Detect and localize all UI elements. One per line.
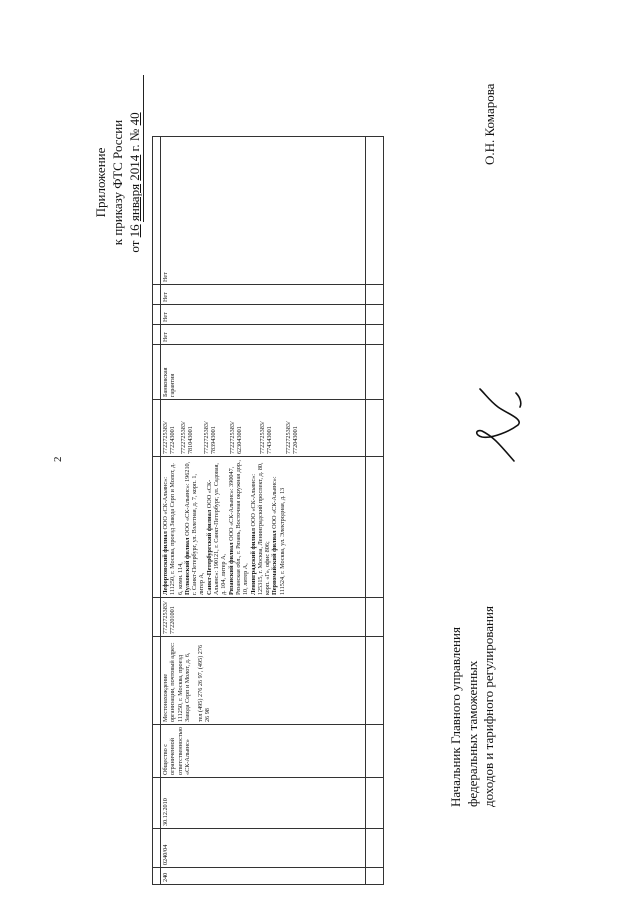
signatory-title: Начальник Главного управления федеральных таможенных доходов и тарифного регулирования [448, 606, 496, 807]
appendix-order: к приказу ФТС России [110, 119, 125, 246]
table-row-empty [366, 137, 384, 885]
branch-item: Лефортовский филиал ООО «СК-Альянс»: 111250, г. Москва, проезд Завода Серп и Молот, д. 6, комн. 114, [162, 463, 184, 596]
cell-no-1: Нет [161, 325, 366, 345]
branch-item: Первомайский филиал ООО «СК-Альянс»: 111524, г. Москва, ул. Электродная, д. 13 [271, 476, 286, 596]
appendix-number: 40 [127, 112, 142, 126]
register-table [152, 136, 384, 885]
appendix-day: 16 [127, 224, 142, 238]
appendix-underline [143, 75, 144, 222]
cell-branches [161, 457, 366, 598]
cell-guarantee: Банковская гарантия [161, 345, 366, 400]
cell-no-4: Нет [161, 137, 366, 285]
appendix-title: Приложение [93, 147, 108, 218]
cell-org-name: Общество с ограниченной ответственностью «СК-Альянс» [161, 725, 366, 778]
appendix-header [92, 80, 143, 285]
cell-inn: 7722725383/ 772201001 [161, 598, 366, 637]
page-number: 2 [52, 456, 64, 462]
cell-address: Местонахождение организации, почтовый адрес: 111250, г. Москва, проезд Завода Серп и Молот, д. 6, тел (495) 276 26 97, (495) 276 26 98 [161, 637, 366, 725]
table-row [161, 137, 366, 885]
signatory-name: О.Н. Комарова [482, 83, 497, 165]
branch-item: Рязанский филиал ООО «СК-Альянс»: 390047, Рязанская обл., г. Рязань, Восточная окружная дор., 10, литер А, [227, 459, 250, 596]
cell-no-3: Нет [161, 285, 366, 305]
cell-branch-codes: 7722725383/ 772243001 7722725383/ 781043001 7722725383/ 783943001 7722725383/ 623043001 7722725383/ 774343001 7722725383/ 772043001 [161, 400, 366, 457]
appendix-date-line: от 16 января 2014 г. № 40 [127, 112, 142, 253]
cell-reg-no: 0240/04 [161, 829, 366, 868]
signature-image [460, 375, 530, 465]
branch-item: Пулковский филиал ООО «СК-Альянс»: 196210, г. Санкт-Петербург, ул. Взлетная, д. 7, корп. 1, литер А, [183, 461, 206, 596]
cell-no-2: Нет [161, 305, 366, 325]
appendix-year: 2014 [127, 154, 142, 181]
appendix-month: января [127, 183, 142, 222]
cell-date: 30.12.2010 [161, 778, 366, 829]
branch-item: Санкт-Петербургский филиал ООО «СК-Альянс»: 190121, г. Санкт-Петербург, ул. Садовая, д. 104, литер А, [205, 463, 228, 596]
branch-item: Ленинградский филиал ООО «СК-Альянс»: 125315, г. Москва, Ленинградский проспект, д. 80, корп. «Г», офис 806; [249, 462, 272, 596]
cell-num: 240 [161, 868, 366, 885]
table-row-empty [153, 137, 161, 885]
